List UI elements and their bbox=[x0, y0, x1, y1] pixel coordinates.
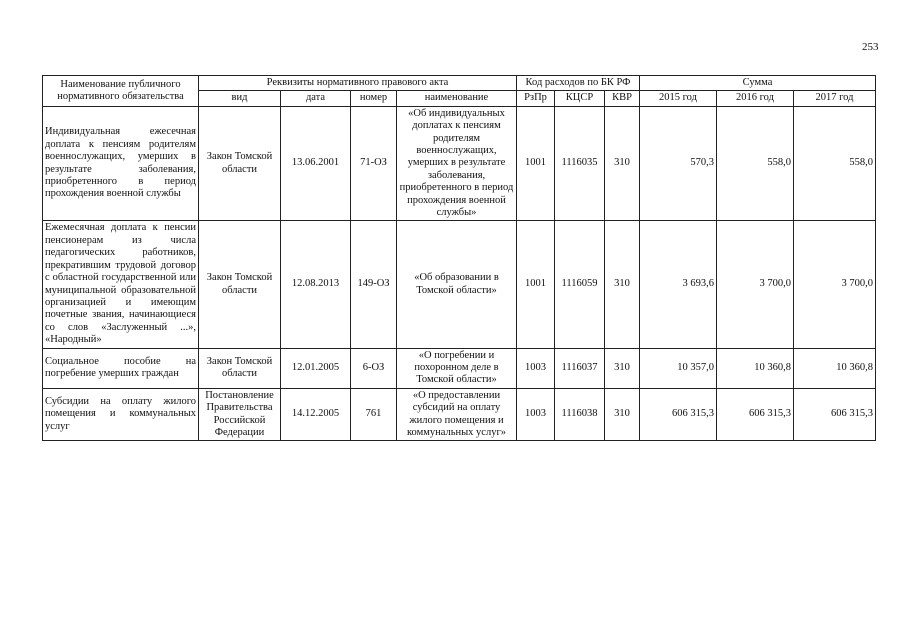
code-kcsr: 1116038 bbox=[555, 388, 605, 441]
header-legal-act: Реквизиты нормативного правового акта bbox=[199, 76, 517, 91]
act-number: 71-ОЗ bbox=[351, 106, 397, 221]
sum-2015: 10 357,0 bbox=[640, 348, 717, 388]
header-budget-code: Код расходов по БК РФ bbox=[517, 76, 640, 91]
header-2015: 2015 год bbox=[640, 91, 717, 106]
code-kcsr: 1116035 bbox=[555, 106, 605, 221]
sum-2016: 3 700,0 bbox=[717, 221, 794, 348]
table-row bbox=[43, 348, 876, 388]
sum-2015: 3 693,6 bbox=[640, 221, 717, 348]
act-type: Постановление Правительства Российской Федерации bbox=[199, 388, 281, 441]
header-title: наименование bbox=[397, 91, 517, 106]
header-2017: 2017 год bbox=[794, 91, 876, 106]
sum-2017: 10 360,8 bbox=[794, 348, 876, 388]
act-title: «Об образовании в Томской области» bbox=[397, 221, 517, 348]
header-type: вид bbox=[199, 91, 281, 106]
header-sum: Сумма bbox=[640, 76, 876, 91]
header-row-1 bbox=[43, 76, 876, 91]
act-title: «О погребении и похоронном деле в Томской области» bbox=[397, 348, 517, 388]
code-rzpr: 1001 bbox=[517, 221, 555, 348]
header-kvr: КВР bbox=[605, 91, 640, 106]
obligations-table bbox=[42, 75, 876, 441]
code-rzpr: 1003 bbox=[517, 348, 555, 388]
header-date: дата bbox=[281, 91, 351, 106]
code-kvr: 310 bbox=[605, 388, 640, 441]
obligation-name: Субсидии на оплату жилого помещения и коммунальных услуг bbox=[43, 388, 199, 441]
page-number: 253 bbox=[862, 41, 879, 53]
act-type: Закон Томской области bbox=[199, 221, 281, 348]
table-row bbox=[43, 106, 876, 221]
header-obligation: Наименование публичного нормативного обязательства bbox=[43, 76, 199, 107]
code-kcsr: 1116059 bbox=[555, 221, 605, 348]
act-date: 14.12.2005 bbox=[281, 388, 351, 441]
code-kvr: 310 bbox=[605, 221, 640, 348]
sum-2015: 606 315,3 bbox=[640, 388, 717, 441]
sum-2016: 558,0 bbox=[717, 106, 794, 221]
sum-2015: 570,3 bbox=[640, 106, 717, 221]
obligation-name: Ежемесячная доплата к пенсии пенсионерам из числа педагогических работников, прекратившим трудовой договор с областной государственной или муниципальной образовательной организацией и имеющим почетные звания, начинающиеся со слов «Заслуженный ...», «Народный» bbox=[43, 221, 199, 348]
sum-2017: 3 700,0 bbox=[794, 221, 876, 348]
code-rzpr: 1003 bbox=[517, 388, 555, 441]
sum-2017: 606 315,3 bbox=[794, 388, 876, 441]
header-2016: 2016 год bbox=[717, 91, 794, 106]
act-number: 6-ОЗ bbox=[351, 348, 397, 388]
act-title: «Об индивидуальных доплатах к пенсиям родителям военнослужащих, умерших в результате заболевания, приобретенного в период прохождения военной службы» bbox=[397, 106, 517, 221]
act-type: Закон Томской области bbox=[199, 348, 281, 388]
act-number: 761 bbox=[351, 388, 397, 441]
header-rzpr: РзПр bbox=[517, 91, 555, 106]
header-number: номер bbox=[351, 91, 397, 106]
sum-2017: 558,0 bbox=[794, 106, 876, 221]
code-kvr: 310 bbox=[605, 106, 640, 221]
table-row bbox=[43, 388, 876, 441]
obligation-name: Социальное пособие на погребение умерших граждан bbox=[43, 348, 199, 388]
header-kcsr: КЦСР bbox=[555, 91, 605, 106]
code-rzpr: 1001 bbox=[517, 106, 555, 221]
act-date: 12.08.2013 bbox=[281, 221, 351, 348]
table-row bbox=[43, 221, 876, 348]
sum-2016: 606 315,3 bbox=[717, 388, 794, 441]
act-date: 12.01.2005 bbox=[281, 348, 351, 388]
code-kvr: 310 bbox=[605, 348, 640, 388]
sum-2016: 10 360,8 bbox=[717, 348, 794, 388]
act-number: 149-ОЗ bbox=[351, 221, 397, 348]
act-type: Закон Томской области bbox=[199, 106, 281, 221]
act-date: 13.06.2001 bbox=[281, 106, 351, 221]
act-title: «О предоставлении субсидий на оплату жилого помещения и коммунальных услуг» bbox=[397, 388, 517, 441]
code-kcsr: 1116037 bbox=[555, 348, 605, 388]
obligation-name: Индивидуальная ежесечная доплата к пенсиям родителям военнослужащих, умерших в результате заболевания, приобретенного в период прохождения военной службы bbox=[43, 106, 199, 221]
